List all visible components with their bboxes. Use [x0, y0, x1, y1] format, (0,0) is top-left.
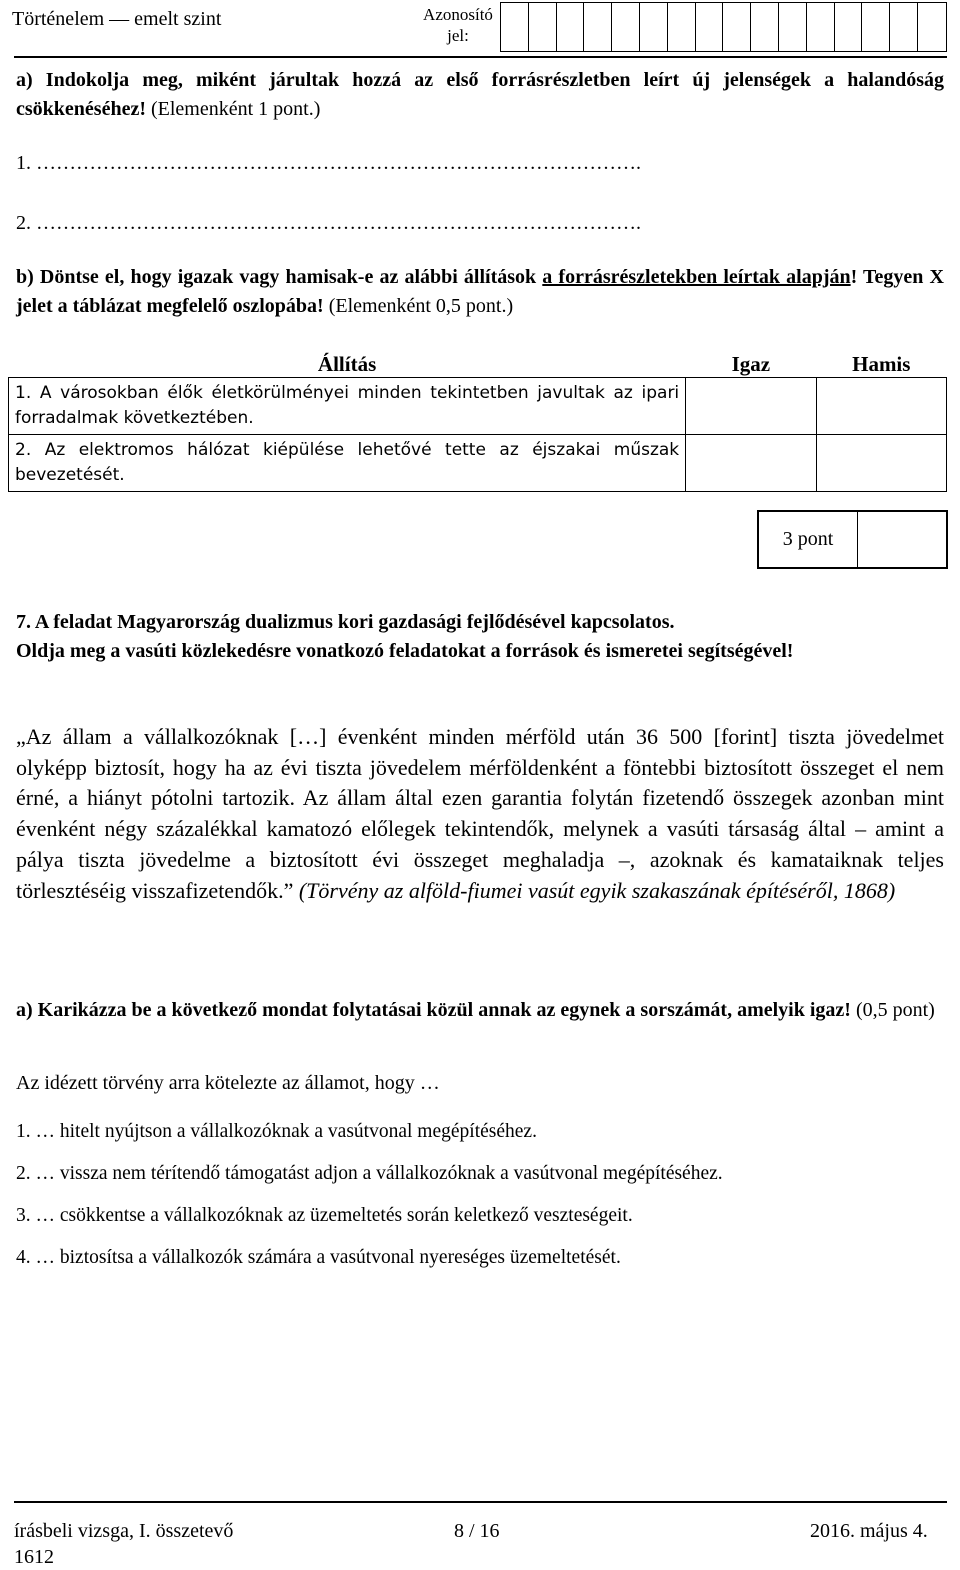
statement-table — [8, 351, 947, 492]
id-boxes[interactable] — [500, 2, 947, 52]
task7-instruction: Oldja meg a vasúti közlekedésre vonatkozó feladatokat a források és ismeretei segítségével! — [16, 640, 794, 662]
answer-line-2[interactable]: 2. ………………………………………………………………………………. — [16, 212, 641, 234]
header-true: Igaz — [731, 351, 771, 376]
score-box — [757, 510, 948, 569]
question-stem: Az idézett törvény arra kötelezte az államot, hogy … — [16, 1072, 440, 1094]
question-a-prompt: a) Indokolja meg, miként járultak hozzá az első forrásrészletben leírt új jelenségek a halandóság csökkenéséhez! (Elemenként 1 pont.) — [16, 69, 944, 120]
quote-text: „Az állam a vállalkozóknak […] évenként minden mérföld után 36 500 [forint] tiszta jövedelmet olyképp biztosít, hogy ha az évi tiszta jövedelem mérföldenként a föntebbi biztosított összeget el nem érné, a hiányt pótolni tartozik. Az állam által ezen garantia folytán fizetendő összegek azonban mint évenként négy százalékkal kamatozó előlegek tekintendők, melynek a vasúti társaság által – amint a pálya tiszta jövedelme a biztosított évi összeget meghaladja –, azoknak és kamataiknak teljes törlesztéséig visszafizetendők.” — [16, 724, 944, 903]
id-box[interactable] — [529, 3, 557, 51]
task7-title: 7. A feladat Magyarország dualizmus kori gazdasági fejlődésével kapcsolatos. — [16, 611, 675, 633]
score-label: 3 pont — [759, 512, 858, 567]
id-box[interactable] — [584, 3, 612, 51]
id-box[interactable] — [668, 3, 696, 51]
id-box[interactable] — [862, 3, 890, 51]
question-7a-prompt: a) Karikázza be a következő mondat folytatásai közül annak az egynek a sorszámát, amelyik igaz! (0,5 pont) — [16, 999, 935, 1021]
false-answer-box[interactable] — [816, 378, 946, 435]
option-1[interactable]: 1. … hitelt nyújtson a vállalkozóknak a vasútvonal megépítéséhez. — [16, 1121, 537, 1142]
option-3[interactable]: 3. … csökkentse a vállalkozóknak az üzemeltetés során keletkező veszteségeit. — [16, 1205, 633, 1226]
statement-text: 2. Az elektromos hálózat kiépülése lehetővé tette az éjszakai műszak bevezetését. — [9, 435, 686, 492]
id-box[interactable] — [501, 3, 529, 51]
statement-text: 1. A városokban élők életkörülményei minden tekintetben javultak az ipari forradalmak következtében. — [9, 378, 686, 435]
id-box[interactable] — [890, 3, 918, 51]
header-false: Hamis — [852, 351, 911, 376]
footer-divider — [14, 1501, 947, 1503]
option-4[interactable]: 4. … biztosítsa a vállalkozók számára a vasútvonal nyereséges üzemeltetését. — [16, 1247, 621, 1268]
footer-page-number: 8 / 16 — [454, 1520, 500, 1542]
id-box[interactable] — [612, 3, 640, 51]
table-row — [9, 435, 947, 492]
score-input-box[interactable] — [858, 512, 946, 567]
footer-date: 2016. május 4. — [810, 1520, 928, 1542]
table-header-row — [9, 351, 947, 378]
id-box[interactable] — [557, 3, 585, 51]
id-box[interactable] — [835, 3, 863, 51]
header-divider — [14, 56, 947, 58]
footer-code: 1612 — [14, 1546, 54, 1568]
true-answer-box[interactable] — [686, 435, 816, 492]
id-box[interactable] — [640, 3, 668, 51]
id-box[interactable] — [723, 3, 751, 51]
source-quote — [16, 722, 944, 906]
footer-exam-name: írásbeli vizsga, I. összetevő — [14, 1520, 234, 1542]
quote-source: (Törvény az alföld-fiumei vasút egyik szakaszának építéséről, 1868) — [298, 877, 896, 903]
answer-line-1[interactable]: 1. ………………………………………………………………………………. — [16, 152, 641, 174]
id-label: Azonosító jel: — [423, 5, 493, 45]
id-box[interactable] — [696, 3, 724, 51]
id-box[interactable] — [779, 3, 807, 51]
id-box[interactable] — [918, 3, 946, 51]
false-answer-box[interactable] — [816, 435, 946, 492]
id-box[interactable] — [751, 3, 779, 51]
question-b-prompt: b) Döntse el, hogy igazak vagy hamisak-e az alábbi állítások a forrásrészletekben leírtak alapján! Tegyen X jelet a táblázat megfelelő oszlopába! (Elemenként 0,5 pont.) — [16, 266, 944, 317]
true-answer-box[interactable] — [686, 378, 816, 435]
header-subject: Történelem — emelt szint — [12, 8, 222, 30]
option-2[interactable]: 2. … vissza nem térítendő támogatást adjon a vállalkozóknak a vasútvonal megépítéséhez. — [16, 1163, 723, 1184]
table-row — [9, 378, 947, 435]
id-box[interactable] — [807, 3, 835, 51]
header-statement: Állítás — [317, 351, 377, 376]
